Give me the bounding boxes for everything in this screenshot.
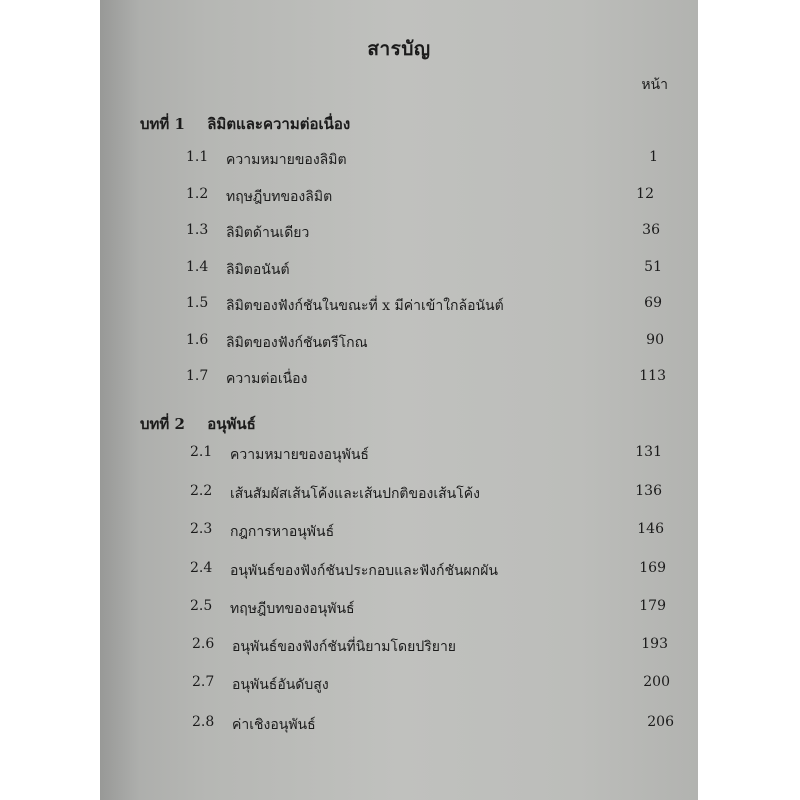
toc-title: สารบัญ [367,38,431,60]
section-number: 1.5 [186,295,209,311]
section-page: 69 [644,295,662,311]
chapter-title: อนุพันธ์ [207,415,256,433]
section-number: 2.6 [192,636,215,652]
toc-entry [100,222,698,244]
section-number: 2.8 [192,714,215,730]
section-title: กฎการหาอนุพันธ์ [230,524,335,540]
section-number: 2.4 [190,560,213,576]
section-title: อนุพันธ์ของฟังก์ชันที่นิยามโดยปริยาย [232,639,457,655]
section-page: 169 [639,560,666,576]
section-page: 12 [636,186,654,202]
section-number: 1.3 [186,222,209,238]
toc-entry [100,636,698,658]
toc-entry [100,483,698,505]
book-page [100,0,698,800]
section-page: 90 [646,332,664,348]
toc-entry [100,444,698,466]
section-page: 206 [647,714,674,730]
section-page: 179 [639,598,666,614]
section-page: 131 [635,444,662,460]
section-page: 136 [635,483,662,499]
toc-entry [100,259,698,281]
toc-entry [100,560,698,582]
section-number: 1.6 [186,332,209,348]
section-title: เส้นสัมผัสเส้นโค้งและเส้นปกติของเส้นโค้ง [230,486,480,502]
section-number: 1.7 [186,368,209,384]
section-title: ความหมายของลิมิต [226,152,347,168]
section-page: 51 [644,259,662,275]
section-number: 2.5 [190,598,213,614]
toc-entry [100,714,698,736]
section-number: 2.3 [190,521,213,537]
section-title: ความต่อเนื่อง [226,371,308,387]
toc-entry [100,186,698,208]
chapter-label: บทที่ 2 [140,415,185,433]
section-title: ทฤษฎีบทของอนุพันธ์ [230,601,355,617]
section-number: 2.7 [192,674,215,690]
section-page: 1 [649,149,658,165]
section-title: ค่าเชิงอนุพันธ์ [232,717,316,733]
toc-entry [100,332,698,354]
chapter-label: บทที่ 1 [140,115,185,133]
section-number: 2.2 [190,483,213,499]
section-title: ทฤษฎีบทของลิมิต [226,189,333,205]
section-page: 36 [642,222,660,238]
section-title: อนุพันธ์ของฟังก์ชันประกอบและฟังก์ชันผกผัน [230,563,499,579]
chapter-title: ลิมิตและความต่อเนื่อง [207,115,351,133]
section-number: 1.2 [186,186,209,202]
chapter-heading [140,412,256,436]
page-column-label: หน้า [641,77,668,93]
section-page: 200 [643,674,670,690]
section-title: ลิมิตอนันต์ [226,262,290,278]
section-number: 2.1 [190,444,213,460]
section-title: ลิมิตของฟังก์ชันตรีโกณ [226,335,368,351]
section-number: 1.1 [186,149,209,165]
toc-entry [100,295,698,317]
section-page: 146 [637,521,664,537]
section-title: ลิมิตของฟังก์ชันในขณะที่ x มีค่าเข้าใกล้อนันต์ [226,298,504,314]
section-page: 113 [639,368,666,384]
section-page: 193 [641,636,668,652]
toc-entry [100,598,698,620]
section-title: อนุพันธ์อันดับสูง [232,677,329,693]
section-title: ความหมายของอนุพันธ์ [230,447,369,463]
chapter-heading [140,112,350,136]
toc-entry [100,368,698,390]
section-number: 1.4 [186,259,209,275]
toc-entry [100,521,698,543]
toc-entry [100,674,698,696]
section-title: ลิมิตด้านเดียว [226,225,310,241]
toc-entry [100,149,698,171]
